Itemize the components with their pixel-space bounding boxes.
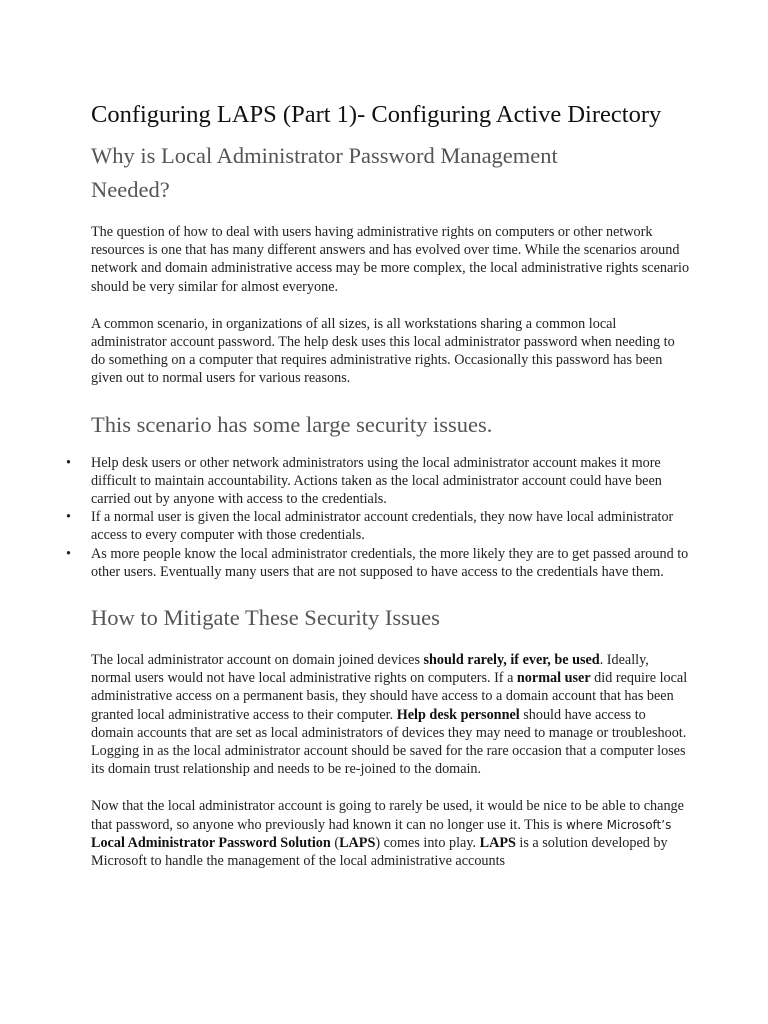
heading-mitigate: How to Mitigate These Security Issues [91, 605, 440, 631]
text: ( [334, 834, 340, 851]
text: The local administrator account on domain joined devices [91, 652, 424, 669]
paragraph-2: A common scenario, in organizations of all sizes, is all workstations sharing a common local administrator account password. The help desk uses this local administrator password when needing to do something on a computer that requires administrative rights. Occasionally this password has been given out to normal users for various reasons. [91, 315, 675, 387]
text: where Microsoft’s [565, 817, 672, 832]
issues-list [91, 454, 691, 581]
paragraph-3 [91, 651, 691, 778]
text: did require local administrative access on a permanent basis, they should have access to a domain account that has been granted local administrative access to their computer. [91, 670, 688, 723]
list-item: • Help desk users or other network administrators using the local administrator account makes it more difficult to maintain accountability. Actions taken as the local administrator account could have been carried out by anyone with access to the credentials. [91, 454, 691, 509]
page-title: Configuring LAPS (Part 1)- Configuring Active Directory [91, 101, 662, 128]
paragraph-4 [91, 797, 691, 870]
document [91, 100, 691, 870]
bold-text: normal user [516, 670, 591, 687]
heading-issues: This scenario has some large security issues. [91, 411, 493, 437]
text: Now that the local administrator account is going to rarely be used, it would be nice to be able to change that password, so anyone who previously had known it can no longer use it. This is [91, 798, 684, 833]
list-item: • If a normal user is given the local administrator account credentials, they now have local administrator access to every computer with those credentials. [91, 508, 691, 544]
heading-why: Why is Local Administrator Password Management Needed? [91, 143, 558, 202]
text: . Ideally, normal users would not have local administrative rights on computers. If a [91, 652, 649, 687]
bold-text: Local Administrator Password Solution [91, 834, 335, 851]
list-item: • As more people know the local administrator credentials, the more likely they are to get passed around to other users. Eventually many users that are not supposed to have access to the credentials have them. [91, 545, 691, 581]
bold-text: Help desk personnel [396, 706, 520, 723]
bold-text: LAPS [479, 834, 516, 851]
bold-text: LAPS [339, 834, 376, 851]
text: ) comes into play. [375, 834, 480, 851]
paragraph-1: The question of how to deal with users having administrative rights on computers or other network resources is one that has many different answers and has evolved over time. While the scenarios around network and domain administrative access may be more complex, the local administrative rights scenario should be very similar for almost everyone. [91, 224, 690, 295]
bold-text: should rarely, if ever, be used [423, 652, 600, 669]
text: should have access to domain accounts that are set as local administrators of devices they may need to manage or troubleshoot. Logging in as the local administrator account should be saved for the rare occasion that a computer loses its domain trust relationship and needs to be re-joined to the domain. [91, 706, 687, 778]
text: is a solution developed by Microsoft to handle the management of the local administrative accounts [91, 834, 668, 870]
